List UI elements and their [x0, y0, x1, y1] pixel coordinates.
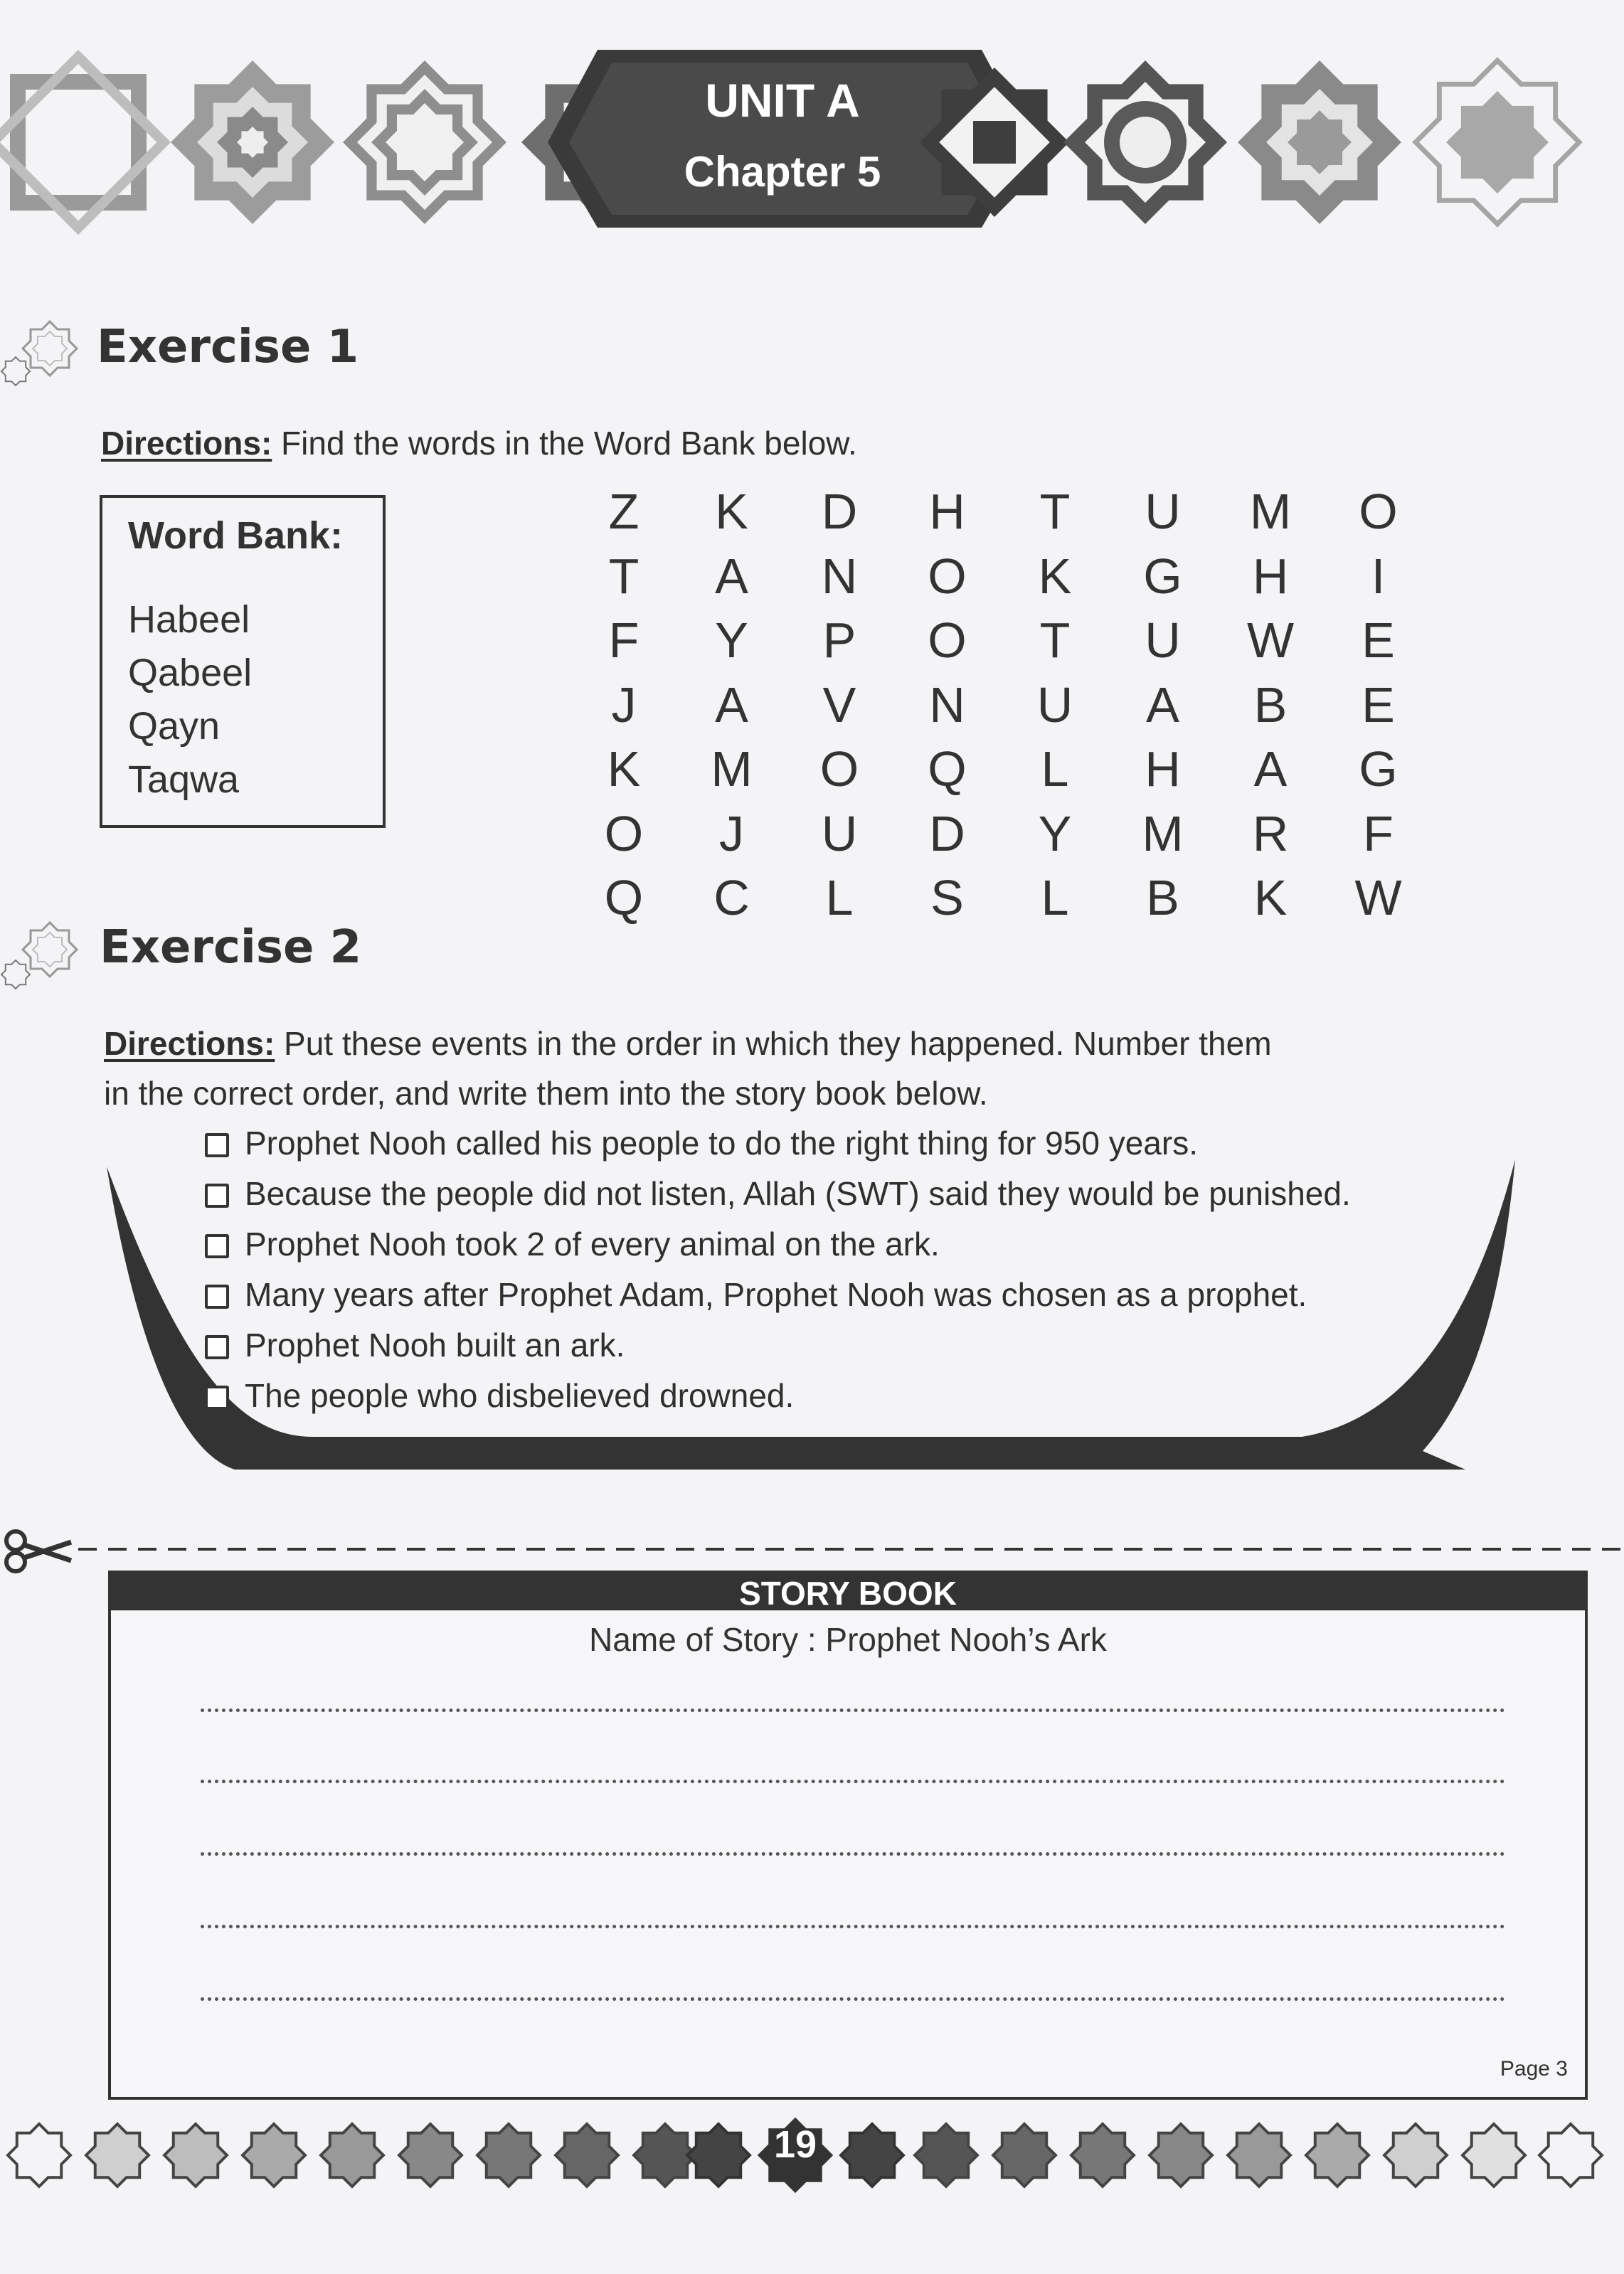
- checkbox-icon[interactable]: [205, 1285, 229, 1309]
- event-item[interactable]: [205, 1278, 1307, 1311]
- exercise2-directions-line2: in the correct order, and write them into the story book below.: [104, 1075, 988, 1112]
- grid-letter[interactable]: J: [719, 805, 744, 861]
- checkbox-icon[interactable]: [205, 1133, 229, 1157]
- checkbox-icon[interactable]: [205, 1184, 229, 1208]
- grid-letter[interactable]: W: [1354, 870, 1402, 925]
- grid-letter[interactable]: N: [929, 676, 965, 733]
- chapter-title: Chapter 5: [684, 148, 881, 196]
- ornament-1-icon: [0, 57, 164, 228]
- grid-letter[interactable]: U: [1036, 676, 1073, 733]
- grid-letter[interactable]: U: [1145, 612, 1181, 668]
- writing-line[interactable]: [201, 1925, 1505, 1928]
- event-text: Many years after Prophet Adam, Prophet Nooh was chosen as a prophet.: [245, 1276, 1307, 1313]
- grid-letter[interactable]: Y: [715, 612, 748, 668]
- ornament-5-icon: [920, 68, 1069, 217]
- grid-letter[interactable]: F: [608, 612, 639, 668]
- grid-letter[interactable]: E: [1362, 612, 1395, 668]
- grid-letter[interactable]: A: [1253, 741, 1288, 797]
- grid-letter[interactable]: B: [1146, 870, 1179, 925]
- grid-letter[interactable]: K: [607, 741, 641, 797]
- story-page-label: Page 3: [1500, 2057, 1568, 2081]
- grid-letter[interactable]: M: [1142, 805, 1184, 861]
- event-text: Prophet Nooh called his people to do the right thing for 950 years.: [245, 1125, 1198, 1162]
- grid-letter[interactable]: O: [928, 612, 967, 668]
- ornament-8-icon: [1416, 60, 1579, 224]
- ornament-6-icon: [1063, 60, 1227, 224]
- ornament-7-icon: [1238, 60, 1401, 224]
- grid-letter[interactable]: I: [1371, 548, 1386, 604]
- word-bank: [100, 495, 386, 828]
- writing-line[interactable]: [201, 1780, 1505, 1783]
- exercise1-title: Exercise 1: [97, 321, 359, 373]
- grid-letter[interactable]: H: [929, 484, 965, 539]
- grid-letter[interactable]: Q: [928, 741, 967, 797]
- writing-line[interactable]: [201, 1709, 1505, 1712]
- grid-letter[interactable]: V: [822, 676, 856, 733]
- event-text: Prophet Nooh built an ark.: [245, 1327, 625, 1364]
- page-number: 19: [773, 2123, 817, 2166]
- grid-letter[interactable]: Z: [608, 484, 639, 539]
- checkbox-icon[interactable]: [205, 1335, 229, 1359]
- grid-letter[interactable]: O: [928, 548, 967, 604]
- grid-letter[interactable]: L: [825, 870, 854, 925]
- grid-letter[interactable]: G: [1143, 548, 1182, 604]
- grid-letter[interactable]: P: [822, 612, 856, 668]
- checkbox-icon[interactable]: [205, 1234, 229, 1258]
- event-text: The people who disbelieved drowned.: [245, 1377, 795, 1414]
- ornament-3-icon: [343, 60, 506, 224]
- grid-letter[interactable]: S: [930, 870, 964, 925]
- grid-letter[interactable]: H: [1145, 741, 1181, 797]
- grid-letter[interactable]: M: [711, 741, 753, 797]
- event-item[interactable]: [205, 1177, 1351, 1210]
- exercise2-directions-line1: [104, 1019, 1272, 1068]
- grid-letter[interactable]: J: [611, 676, 637, 733]
- event-item[interactable]: [205, 1125, 1198, 1162]
- word-bank-word: Qabeel: [128, 652, 253, 694]
- writing-line[interactable]: [201, 1997, 1505, 2001]
- grid-letter[interactable]: K: [1038, 548, 1072, 604]
- grid-letter[interactable]: E: [1362, 676, 1395, 733]
- story-book: [108, 1571, 1588, 2100]
- exercise1-directions: [101, 418, 857, 468]
- unit-title: UNIT A: [705, 74, 860, 127]
- grid-letter[interactable]: W: [1246, 612, 1295, 668]
- directions-label: Directions:: [101, 425, 272, 462]
- grid-letter[interactable]: D: [821, 484, 858, 539]
- grid-letter[interactable]: B: [1253, 676, 1288, 733]
- exercise1-star-icon: [23, 322, 77, 376]
- word-bank-word: Habeel: [128, 598, 250, 641]
- grid-letter[interactable]: K: [715, 484, 748, 539]
- grid-letter[interactable]: Y: [1038, 805, 1072, 861]
- scissors-icon: [6, 1531, 71, 1571]
- grid-letter[interactable]: O: [1359, 484, 1398, 539]
- exercise2-star-icon: [23, 923, 77, 977]
- writing-line[interactable]: [201, 1852, 1505, 1856]
- event-item[interactable]: [205, 1327, 625, 1364]
- story-book-title: STORY BOOK: [111, 1573, 1585, 1610]
- grid-letter[interactable]: C: [713, 870, 750, 925]
- grid-letter[interactable]: N: [821, 548, 858, 604]
- grid-letter[interactable]: D: [929, 805, 965, 861]
- grid-letter[interactable]: H: [1252, 548, 1289, 604]
- directions-text: Find the words in the Word Bank below.: [281, 425, 857, 462]
- grid-letter[interactable]: L: [1041, 741, 1069, 797]
- grid-letter[interactable]: F: [1363, 805, 1394, 861]
- event-item[interactable]: [205, 1226, 940, 1263]
- exercise2-title: Exercise 2: [100, 921, 362, 974]
- grid-letter[interactable]: A: [1146, 676, 1179, 733]
- grid-letter[interactable]: L: [1041, 870, 1069, 925]
- event-text: Because the people did not listen, Allah (SWT) said they would be punished.: [245, 1175, 1351, 1212]
- grid-letter[interactable]: O: [819, 741, 859, 797]
- grid-letter[interactable]: Q: [604, 870, 644, 925]
- grid-letter[interactable]: U: [1145, 484, 1181, 539]
- checkbox-icon[interactable]: [205, 1386, 229, 1410]
- story-name: Name of Story : Prophet Nooh’s Ark: [589, 1621, 1107, 1658]
- directions-text: Put these events in the order in which they happened. Number them: [284, 1025, 1272, 1062]
- grid-letter[interactable]: U: [821, 805, 858, 861]
- event-text: Prophet Nooh took 2 of every animal on the ark.: [245, 1226, 940, 1263]
- grid-letter[interactable]: O: [604, 805, 644, 861]
- grid-letter[interactable]: M: [1249, 484, 1292, 539]
- word-bank-title: Word Bank:: [128, 514, 344, 557]
- grid-letter[interactable]: T: [1039, 612, 1071, 668]
- word-bank-word: Taqwa: [128, 758, 240, 801]
- directions-label: Directions:: [104, 1025, 275, 1062]
- grid-letter[interactable]: K: [1253, 870, 1288, 925]
- grid-letter[interactable]: T: [1039, 484, 1071, 539]
- event-item[interactable]: [205, 1379, 794, 1412]
- grid-letter[interactable]: R: [1252, 805, 1289, 861]
- grid-letter[interactable]: A: [715, 676, 748, 733]
- grid-letter[interactable]: A: [715, 548, 748, 604]
- grid-letter[interactable]: G: [1359, 741, 1398, 797]
- word-bank-word: Qayn: [128, 705, 221, 748]
- grid-letter[interactable]: T: [608, 548, 639, 604]
- ornament-2-icon: [171, 60, 334, 224]
